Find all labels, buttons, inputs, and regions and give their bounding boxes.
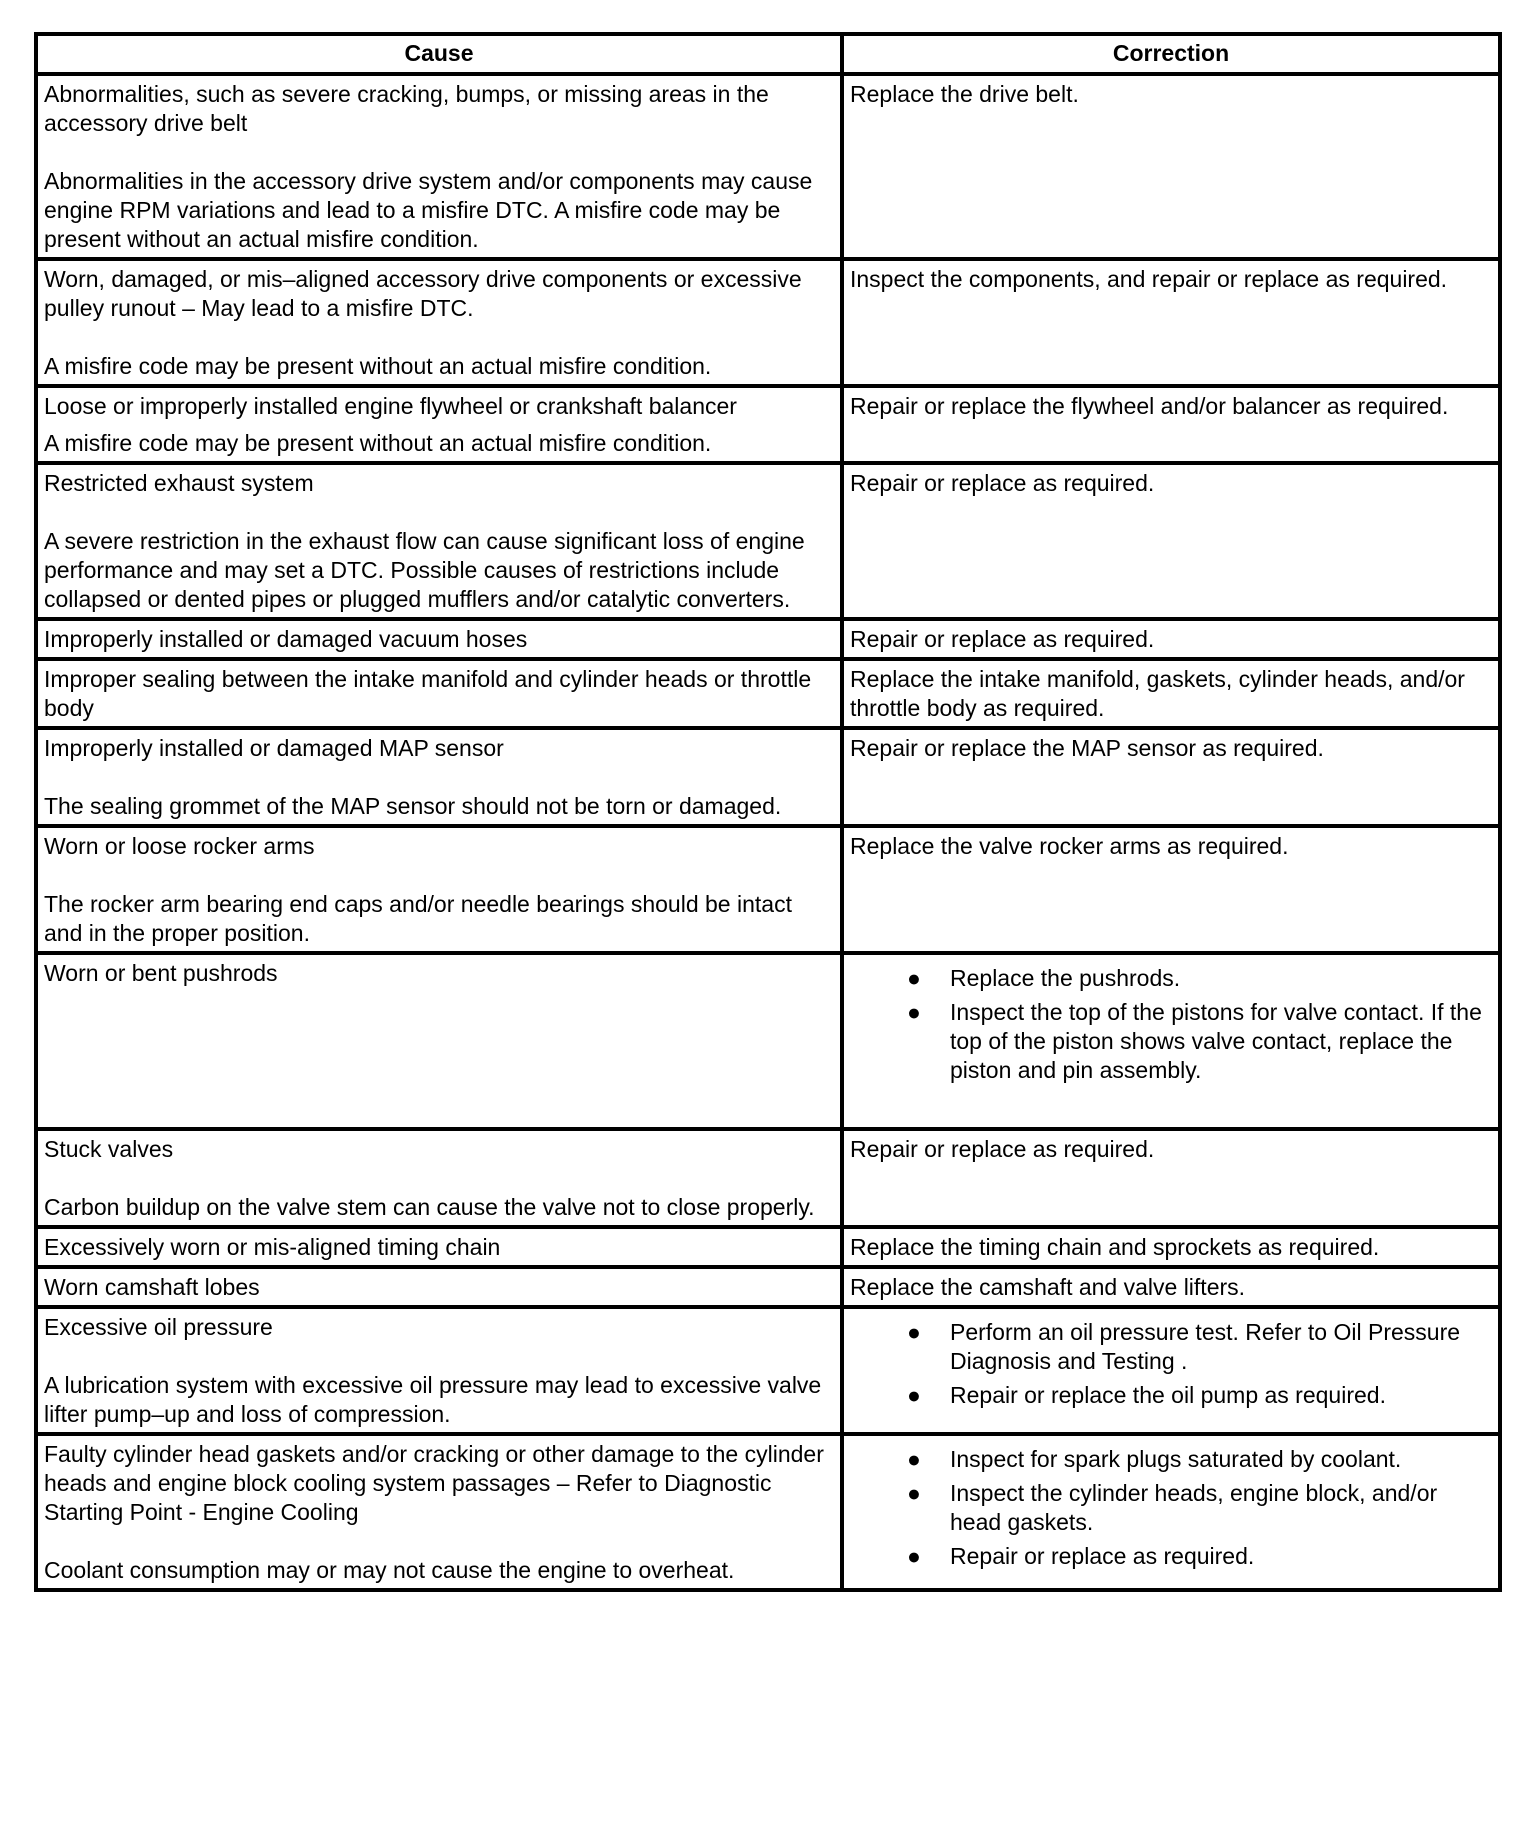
correction-list (850, 1445, 1492, 1571)
correction-cell (842, 1307, 1500, 1434)
list-item (850, 998, 1492, 1085)
cause-text: Worn, damaged, or mis–aligned accessory drive components or excessive pulley runout – May lead to a misfire DTC. (44, 266, 809, 321)
correction-cell (842, 659, 1500, 728)
correction-cell (842, 826, 1500, 953)
cause-cell (36, 386, 842, 463)
correction-text: Replace the timing chain and sprockets as required. (850, 1234, 1380, 1260)
list-item (850, 1318, 1492, 1376)
correction-column-header: Correction (842, 34, 1500, 74)
cause-cell (36, 259, 842, 386)
correction-text: Replace the intake manifold, gaskets, cylinder heads, and/or throttle body as required. (850, 666, 1472, 721)
table-row (36, 1227, 1500, 1267)
correction-cell (842, 1434, 1500, 1590)
correction-text: Repair or replace as required. (850, 470, 1155, 496)
cause-note: Abnormalities in the accessory drive system and/or components may cause engine RPM variations and lead to a misfire DTC. A misfire code may be present without an actual misfire condition. (44, 168, 819, 252)
correction-step-text: Repair or replace the oil pump as required. (950, 1382, 1386, 1408)
cause-text: Improper sealing between the intake manifold and cylinder heads or throttle body (44, 666, 818, 721)
cause-cell (36, 728, 842, 826)
cause-note: A misfire code may be present without an actual misfire condition. (44, 353, 712, 379)
cause-note: A severe restriction in the exhaust flow can cause significant loss of engine performance and may set a DTC. Possible causes of restrictions include collapsed or dented pipes or plugged mufflers and/or catalytic converters. (44, 528, 812, 612)
cause-note: Coolant consumption may or may not cause the engine to overheat. (44, 1557, 735, 1583)
correction-text: Replace the drive belt. (850, 81, 1079, 107)
table-row (36, 619, 1500, 659)
correction-text: Inspect the components, and repair or replace as required. (850, 266, 1448, 292)
list-item (850, 1381, 1492, 1410)
cause-text: Loose or improperly installed engine flywheel or crankshaft balancer (44, 393, 737, 419)
diagnosis-table (34, 32, 1502, 1592)
correction-cell (842, 74, 1500, 259)
correction-list (850, 1318, 1492, 1410)
table-row (36, 953, 1500, 1129)
cause-note: A lubrication system with excessive oil pressure may lead to excessive valve lifter pump–up and loss of compression. (44, 1372, 828, 1427)
cause-cell (36, 619, 842, 659)
correction-cell (842, 953, 1500, 1129)
cause-note: The rocker arm bearing end caps and/or needle bearings should be intact and in the proper position. (44, 891, 799, 946)
list-item (850, 1445, 1492, 1474)
correction-step-text: Inspect for spark plugs saturated by coolant. (950, 1446, 1402, 1472)
cause-text: Excessively worn or mis-aligned timing chain (44, 1234, 501, 1260)
correction-cell (842, 1129, 1500, 1227)
table-body (36, 74, 1500, 1590)
cause-note: The sealing grommet of the MAP sensor should not be torn or damaged. (44, 793, 782, 819)
cause-text: Faulty cylinder head gaskets and/or cracking or other damage to the cylinder heads and engine block cooling system passages – Refer to Diagnostic Starting Point - Engine Cooling (44, 1441, 831, 1525)
cause-text: Restricted exhaust system (44, 470, 314, 496)
table-row (36, 728, 1500, 826)
cause-text: Worn or loose rocker arms (44, 833, 315, 859)
correction-cell (842, 386, 1500, 463)
cause-cell (36, 1129, 842, 1227)
cause-text: Improperly installed or damaged vacuum hoses (44, 626, 528, 652)
cause-cell (36, 1267, 842, 1307)
table-row (36, 659, 1500, 728)
cause-cell (36, 74, 842, 259)
correction-cell (842, 463, 1500, 619)
correction-cell (842, 1227, 1500, 1267)
correction-cell (842, 619, 1500, 659)
cause-note: Carbon buildup on the valve stem can cause the valve not to close properly. (44, 1194, 815, 1220)
bullet-icon: ● (907, 1446, 921, 1472)
correction-text: Replace the camshaft and valve lifters. (850, 1274, 1246, 1300)
correction-cell (842, 728, 1500, 826)
list-item (850, 1479, 1492, 1537)
table-row (36, 1307, 1500, 1434)
table-row (36, 463, 1500, 619)
bullet-icon: ● (907, 999, 921, 1025)
bullet-icon: ● (907, 1382, 921, 1408)
list-item (850, 964, 1492, 993)
cause-cell (36, 953, 842, 1129)
correction-cell (842, 1267, 1500, 1307)
table-row (36, 826, 1500, 953)
bullet-icon: ● (907, 1480, 921, 1506)
correction-step-text: Inspect the top of the pistons for valve contact. If the top of the piston shows valve contact, replace the piston and pin assembly. (950, 999, 1482, 1083)
header-row (36, 34, 1500, 74)
table-row (36, 386, 1500, 463)
cause-column-header: Cause (36, 34, 842, 74)
correction-step-text: Inspect the cylinder heads, engine block, and/or head gaskets. (950, 1480, 1438, 1535)
cause-text: Improperly installed or damaged MAP sensor (44, 735, 504, 761)
correction-text: Repair or replace as required. (850, 1136, 1155, 1162)
correction-text: Replace the valve rocker arms as required. (850, 833, 1289, 859)
correction-text: Repair or replace as required. (850, 626, 1155, 652)
list-item (850, 1542, 1492, 1571)
correction-text: Repair or replace the flywheel and/or balancer as required. (850, 393, 1449, 419)
cause-note: A misfire code may be present without an actual misfire condition. (44, 430, 712, 456)
cause-text: Worn camshaft lobes (44, 1274, 260, 1300)
cause-text: Excessive oil pressure (44, 1314, 273, 1340)
cause-cell (36, 1227, 842, 1267)
cause-cell (36, 826, 842, 953)
table-row (36, 74, 1500, 259)
cause-cell (36, 1434, 842, 1590)
table-row (36, 1129, 1500, 1227)
cause-text: Abnormalities, such as severe cracking, bumps, or missing areas in the accessory drive belt (44, 81, 776, 136)
bullet-icon: ● (907, 1543, 921, 1569)
correction-step-text: Perform an oil pressure test. Refer to Oil Pressure Diagnosis and Testing . (950, 1319, 1461, 1374)
bullet-icon: ● (907, 1319, 921, 1345)
table-row (36, 1434, 1500, 1590)
cause-cell (36, 463, 842, 619)
cause-cell (36, 659, 842, 728)
table-row (36, 259, 1500, 386)
correction-step-text: Repair or replace as required. (950, 1543, 1255, 1569)
correction-list (850, 964, 1492, 1085)
cause-text: Worn or bent pushrods (44, 960, 278, 986)
cause-cell (36, 1307, 842, 1434)
correction-cell (842, 259, 1500, 386)
cause-text: Stuck valves (44, 1136, 174, 1162)
bullet-icon: ● (907, 965, 921, 991)
table-row (36, 1267, 1500, 1307)
correction-step-text: Replace the pushrods. (950, 965, 1181, 991)
correction-text: Repair or replace the MAP sensor as required. (850, 735, 1324, 761)
